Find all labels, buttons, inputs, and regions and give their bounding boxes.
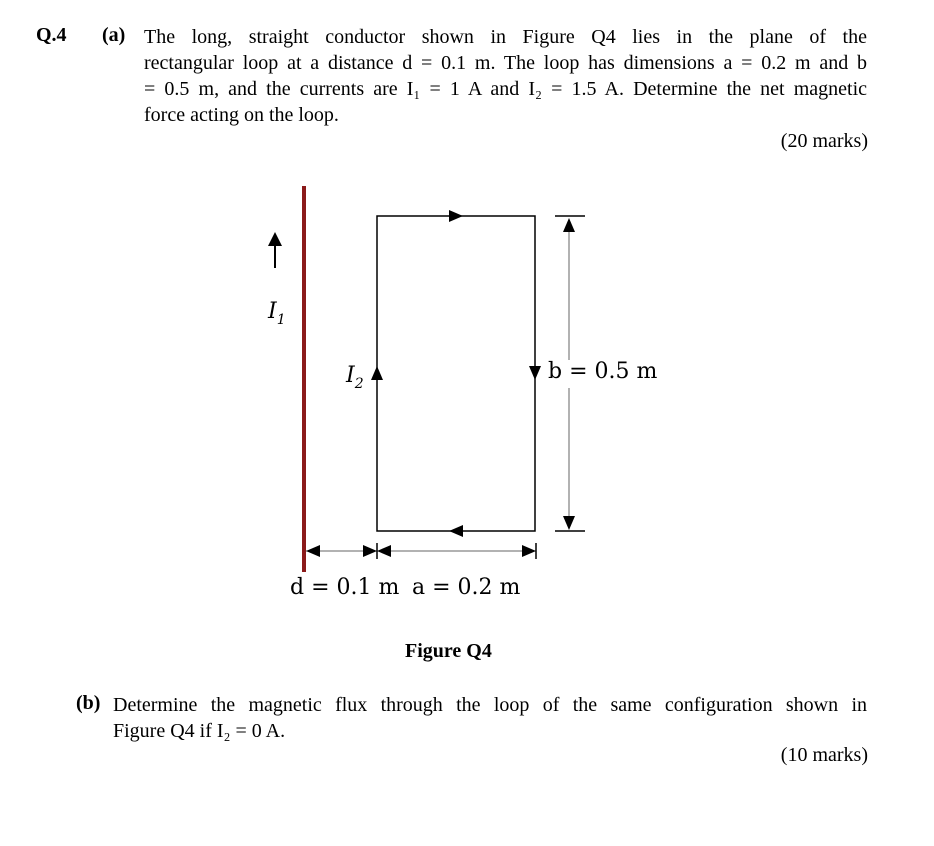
loop-right-arrow-icon: [529, 366, 541, 380]
part-b-label: (b): [76, 692, 101, 714]
rectangular-loop: [377, 216, 535, 531]
part-b-line-1: Determine the magnetic flux through the loop of the same configuration shown in: [113, 694, 867, 716]
i1-arrow-icon: [268, 232, 282, 268]
part-a-line-3: = 0.5 m, and the currents are I₁ = 1 A and I₂ = 1.5 A. Determine the net magnetic: [144, 78, 867, 100]
question-number: Q.4: [36, 24, 67, 46]
part-a-marks: (20 marks): [780, 130, 868, 152]
d-dimension-label: d = 0.1 m: [290, 575, 400, 600]
part-a-label: (a): [102, 24, 126, 46]
part-b-line-2: Figure Q4 if I₂ = 0 A.: [113, 720, 286, 742]
b-dimension-label: b = 0.5 m: [548, 359, 658, 384]
d-a-dimension: [306, 543, 536, 559]
loop-bottom-arrow-icon: [449, 525, 463, 537]
part-a-line-2: rectangular loop at a distance d = 0.1 m. The loop has dimensions a = 0.2 m and b: [144, 52, 867, 74]
figure-caption: Figure Q4: [405, 640, 492, 662]
i2-label: $I_2$: [346, 363, 364, 392]
part-b-marks: (10 marks): [780, 744, 868, 766]
loop-left-arrow-icon: [371, 366, 383, 380]
i1-label: $I_1$: [268, 299, 286, 328]
part-a-line-4: force acting on the loop.: [144, 104, 339, 126]
a-dimension-label: a = 0.2 m: [412, 575, 521, 600]
part-a-line-1: The long, straight conductor shown in Figure Q4 lies in the plane of the: [144, 26, 867, 48]
loop-top-arrow-icon: [449, 210, 463, 222]
part-b-text: [113, 692, 867, 744]
